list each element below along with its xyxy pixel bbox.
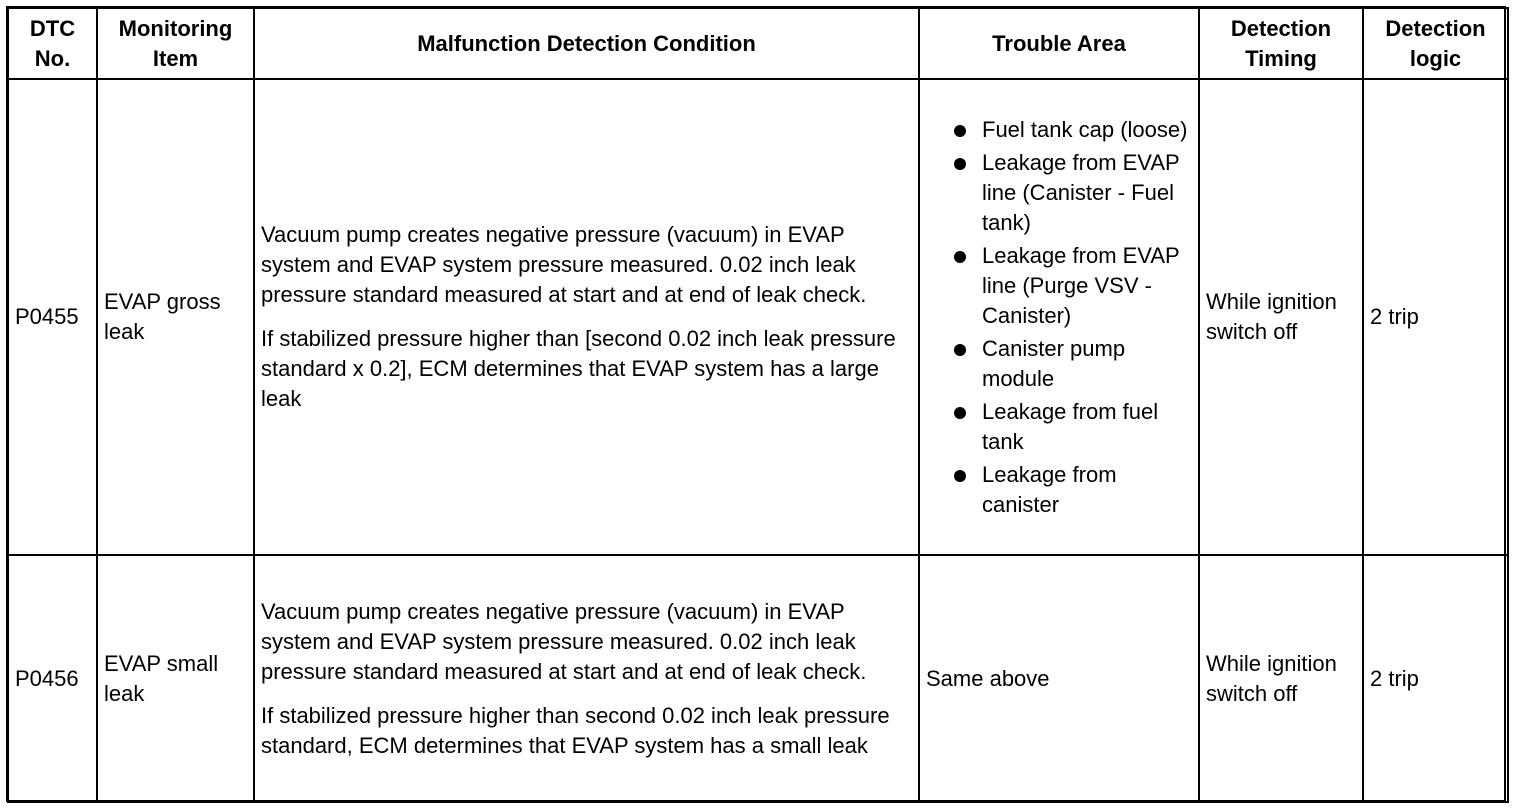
bullet-icon bbox=[954, 125, 966, 137]
table-row bbox=[8, 79, 1508, 555]
trouble-area-text: Leakage from EVAP line (Purge VSV - Canister) bbox=[982, 242, 1180, 328]
list-item bbox=[942, 241, 1192, 331]
bullet-icon bbox=[954, 158, 966, 170]
bullet-icon bbox=[954, 470, 966, 482]
header-dtc-no: DTC No. bbox=[8, 8, 97, 79]
trouble-area-text: Fuel tank cap (loose) bbox=[982, 116, 1188, 142]
detection-timing: While ignition switch off bbox=[1199, 79, 1363, 555]
detection-logic: 2 trip bbox=[1363, 555, 1508, 802]
list-item bbox=[942, 460, 1192, 520]
table-row bbox=[8, 555, 1508, 802]
monitoring-item: EVAP gross leak bbox=[97, 79, 254, 555]
list-item bbox=[942, 115, 1192, 145]
trouble-area-text: Leakage from fuel tank bbox=[982, 398, 1159, 454]
dtc-code: P0456 bbox=[8, 555, 97, 802]
condition-paragraph: If stabilized pressure higher than second 0.02 inch leak pressure standard, ECM determines that EVAP system has a small leak bbox=[261, 702, 890, 758]
trouble-area-cell: Same above bbox=[919, 555, 1199, 802]
trouble-area-text: Canister pump module bbox=[982, 335, 1126, 391]
list-item bbox=[942, 334, 1192, 394]
condition-cell bbox=[254, 555, 919, 802]
list-item bbox=[942, 148, 1192, 238]
header-detection-logic: Detection logic bbox=[1363, 8, 1508, 79]
condition-paragraph: Vacuum pump creates negative pressure (vacuum) in EVAP system and EVAP system pressure measured. 0.02 inch leak pressure standard measured at start and at end of leak check. bbox=[261, 598, 867, 684]
header-trouble-area: Trouble Area bbox=[919, 8, 1199, 79]
monitoring-item: EVAP small leak bbox=[97, 555, 254, 802]
bullet-icon bbox=[954, 344, 966, 356]
header-condition: Malfunction Detection Condition bbox=[254, 8, 919, 79]
header-detection-timing: Detection Timing bbox=[1199, 8, 1363, 79]
header-monitoring-item: Monitoring Item bbox=[97, 8, 254, 79]
condition-cell bbox=[254, 79, 919, 555]
condition-paragraph: Vacuum pump creates negative pressure (vacuum) in EVAP system and EVAP system pressure measured. 0.02 inch leak pressure standard measured at start and at end of leak check. bbox=[261, 222, 867, 307]
header-row bbox=[8, 8, 1508, 79]
detection-timing: While ignition switch off bbox=[1199, 555, 1363, 802]
trouble-area-list bbox=[926, 115, 1192, 520]
condition-paragraph: If stabilized pressure higher than [second 0.02 inch leak pressure standard x 0.2], ECM determines that EVAP system has a large leak bbox=[261, 326, 896, 411]
detection-logic: 2 trip bbox=[1363, 79, 1508, 555]
trouble-area-text: Leakage from EVAP line (Canister - Fuel tank) bbox=[982, 149, 1180, 235]
list-item bbox=[942, 397, 1192, 457]
dtc-table bbox=[7, 7, 1509, 803]
dtc-code: P0455 bbox=[8, 79, 97, 555]
trouble-area-cell bbox=[919, 79, 1199, 555]
bullet-icon bbox=[954, 251, 966, 263]
trouble-area-text: Leakage from canister bbox=[982, 461, 1117, 517]
bullet-icon bbox=[954, 407, 966, 419]
